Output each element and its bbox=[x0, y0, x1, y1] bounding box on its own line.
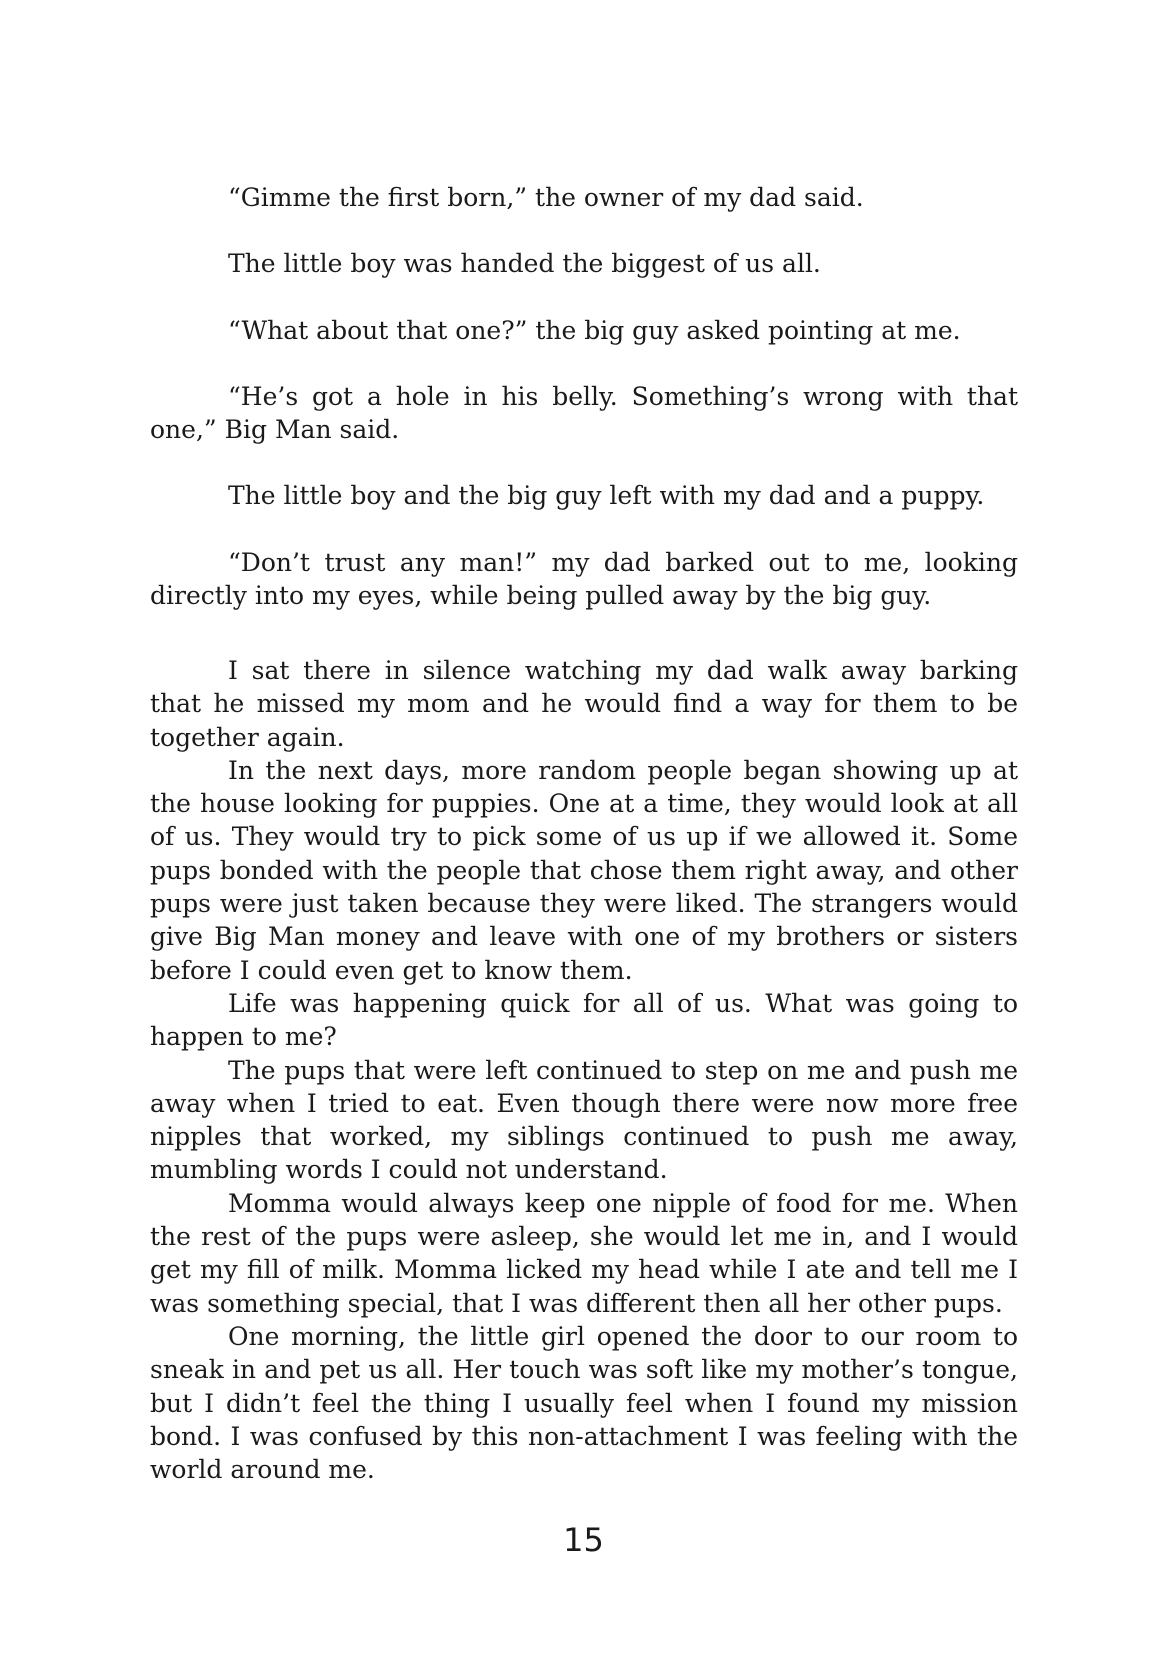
paragraph: “Gimme the first born,” the owner of my dad said. bbox=[228, 183, 864, 212]
page-number: 15 bbox=[563, 1521, 604, 1559]
paragraph: “Don’t trust any man!” my dad barked out to me, looking directly into my eyes, while being pulled away by the big guy. bbox=[150, 547, 1018, 611]
paragraph: The little boy and the big guy left with my dad and a puppy. bbox=[228, 481, 985, 511]
paragraph: “What about that one?” the big guy asked pointing at me. bbox=[228, 315, 961, 345]
paragraph: Life was happening quick for all of us. What was going to happen to me? bbox=[150, 988, 1018, 1052]
narrative-section bbox=[150, 654, 1018, 1486]
paragraph: Momma would always keep one nipple of food for me. When the rest of the pups were asleep, she would let me in, and I would get my fill of milk. Momma licked my head while I ate and tell me I was something special, that I was different then all her other pups. bbox=[150, 1188, 1018, 1318]
dialogue-section bbox=[150, 181, 1018, 645]
paragraph: “He’s got a hole in his belly. Something’s wrong with that one,” Big Man said. bbox=[150, 381, 1018, 445]
paragraph: The little boy was handed the biggest of us all. bbox=[228, 249, 821, 279]
paragraph: I sat there in silence watching my dad walk away barking that he missed my mom and he would find a way for them to be together again. bbox=[150, 656, 1018, 752]
paragraph: The pups that were left continued to step on me and push me away when I tried to eat. Even though there were now more free nipples that worked, my siblings continued to push me away, mumbling words I could not understand. bbox=[150, 1055, 1018, 1185]
paragraph: In the next days, more random people began showing up at the house looking for puppies. One at a time, they would look at all of us. They would try to pick some of us up if we allowed it. Some pups bonded with the people that chose them right away, and other pups were just taken because they were liked. The strangers would give Big Man money and leave with one of my brothers or sisters before I could even get to know them. bbox=[150, 755, 1018, 985]
paragraph: One morning, the little girl opened the door to our room to sneak in and pet us all. Her touch was soft like my mother’s tongue, but I didn’t feel the thing I usually feel when I found my mission bond. I was confused by this non-attachment I was feeling with the world around me. bbox=[150, 1321, 1018, 1485]
